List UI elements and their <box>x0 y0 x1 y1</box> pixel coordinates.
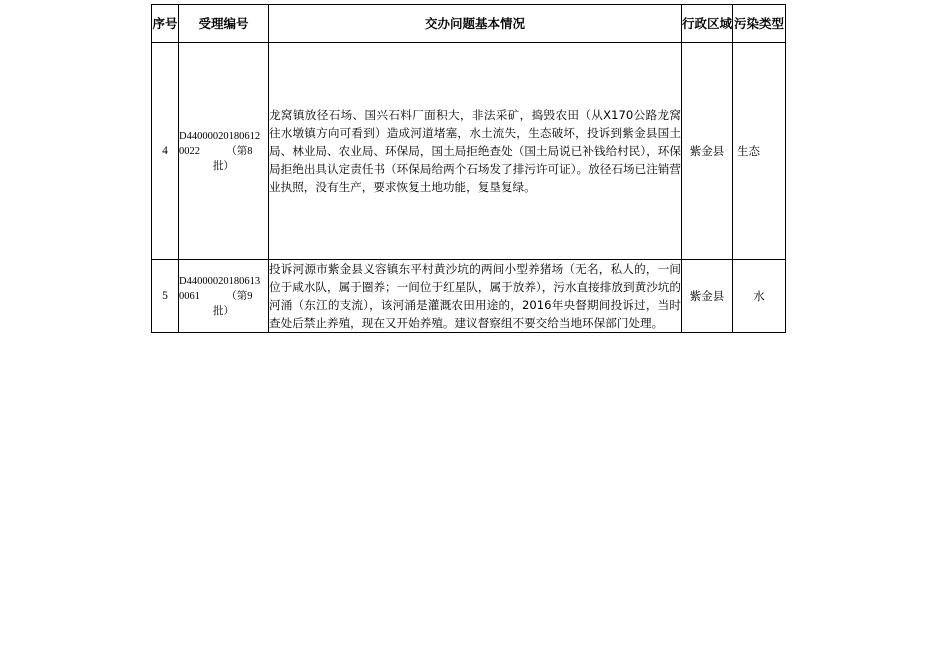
case-id-line-1: D44000020180612 <box>179 130 261 142</box>
cell-pollution-type: 生态 <box>733 43 786 260</box>
case-id-line-2: 0061 （第9 <box>179 290 253 302</box>
cell-description: 龙窝镇放径石场、国兴石料厂面积大，非法采矿，捣毁农田（从X170公路龙窝往水墩镇方向可看到）造成河道堵塞，水土流失，生态破坏，投诉到紫金县国土局、林业局、农业局、环保局，国土局拒绝查处（国土局说已补钱给村民），环保局拒绝出具认定责任书（环保局给两个石场发了排污许可证）。放径石场已注销营业执照，没有生产，要求恢复土地功能，复垦复绿。 <box>269 43 682 260</box>
table-row <box>152 260 786 333</box>
column-header-case-id: 受理编号 <box>179 5 269 43</box>
column-header-region: 行政区域 <box>682 5 733 43</box>
cell-pollution-type: 水 <box>733 260 786 333</box>
column-header-sequence: 序号 <box>152 5 179 43</box>
case-id-line-3: 批） <box>213 305 234 317</box>
case-id-line-3: 批） <box>213 160 234 172</box>
cell-description: 投诉河源市紫金县义容镇东平村黄沙坑的两间小型养猪场（无名，私人的，一间位于咸水队，属于圈养；一间位于红星队，属于放养），污水直接排放到黄沙坑的河涌（东江的支流），该河涌是灌溉农田用途的，2016年央督期间投诉过，当时查处后禁止养殖，现在又开始养殖。建议督察组不要交给当地环保部门处理。 <box>269 260 682 333</box>
column-header-pollution-type: 污染类型 <box>733 5 786 43</box>
case-id-line-2: 0022 （第8 <box>179 145 253 157</box>
column-header-description: 交办问题基本情况 <box>269 5 682 43</box>
complaint-cases-table <box>151 4 786 333</box>
cell-case-id <box>179 260 269 333</box>
cell-sequence: 5 <box>152 260 179 333</box>
table-header-row <box>152 5 786 43</box>
table-row <box>152 43 786 260</box>
cell-case-id <box>179 43 269 260</box>
cell-sequence: 4 <box>152 43 179 260</box>
cell-region: 紫金县 <box>682 43 733 260</box>
cell-region: 紫金县 <box>682 260 733 333</box>
case-id-line-1: D44000020180613 <box>179 275 261 287</box>
